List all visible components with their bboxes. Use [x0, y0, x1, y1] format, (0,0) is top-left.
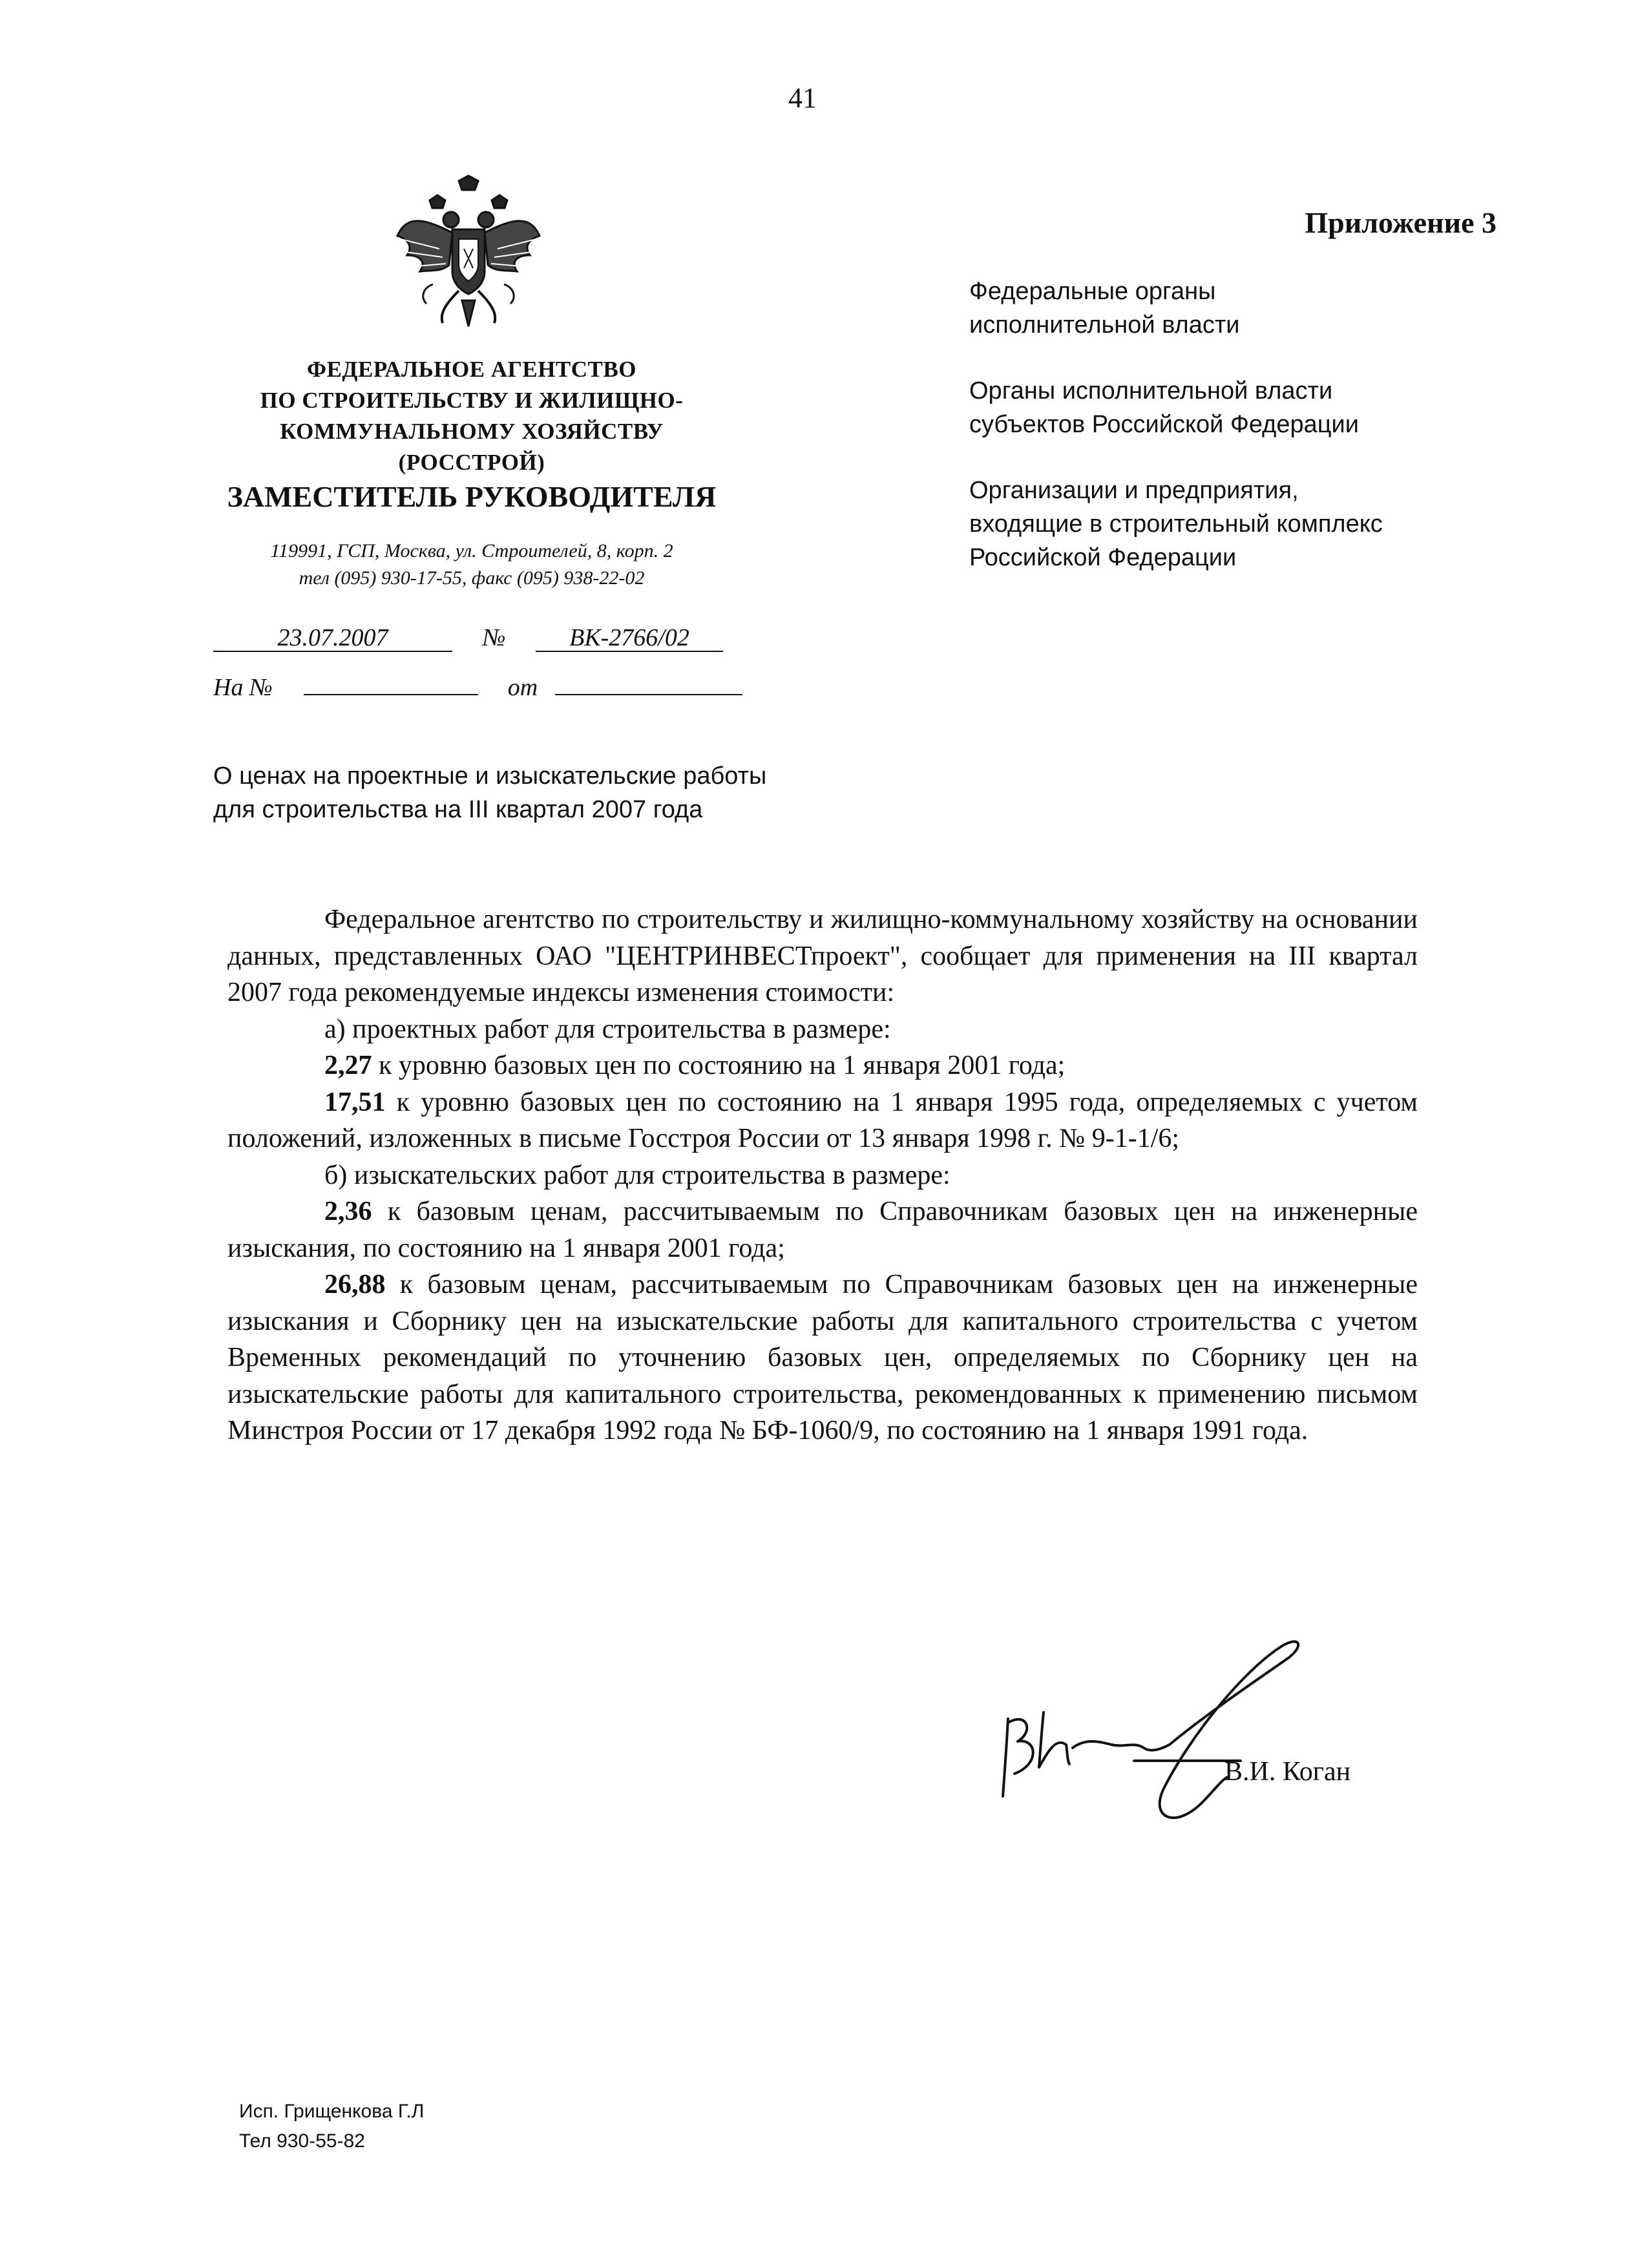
section-a-header: а) проектных работ для строительства в размере:: [324, 1014, 891, 1044]
registration-number: ВК-2766/02: [536, 624, 723, 652]
agency-short-name: (РОССТРОЙ): [398, 450, 545, 475]
handwritten-signature: [995, 1635, 1344, 1842]
item-b2-value: 26,88: [324, 1270, 386, 1299]
addressee-2: [969, 374, 1525, 441]
agency-name-line3: КОММУНАЛЬНОМУ ХОЗЯЙСТВУ: [280, 419, 664, 444]
reply-to-label: На №: [213, 674, 273, 701]
item-b2: [227, 1266, 1418, 1449]
addressee-2-text: Органы исполнительной власти субъектов Российской Федерации: [969, 377, 1359, 438]
position-title: ЗАМЕСТИТЕЛЬ РУКОВОДИТЕЛЯ: [227, 480, 717, 513]
item-a2-text: к уровню базовых цен по состоянию на 1 января 1995 года, определяемых с учетом положений, изложенных в письме Госстроя России от 13 января 1998 г. № 9-1-1/6;: [227, 1087, 1418, 1153]
registration-date: 23.07.2007: [213, 624, 452, 652]
subject-block: [213, 759, 766, 826]
address-line1: 119991, ГСП, Москва, ул. Строителей, 8, корп. 2: [270, 540, 673, 562]
letter-body: [227, 901, 1418, 1449]
item-a1-value: 2,27: [324, 1051, 372, 1080]
item-a1: [227, 1047, 1418, 1084]
from-label: от: [507, 674, 538, 701]
reply-to-number-blank: [304, 667, 478, 695]
item-a2-value: 17,51: [324, 1087, 386, 1117]
item-b1-value: 2,36: [324, 1197, 372, 1226]
addressee-1: [969, 275, 1525, 342]
addressee-1-text: Федеральные органы исполнительной власти: [969, 278, 1240, 339]
section-b-header: б) изыскательских работ для строительства в размере:: [324, 1160, 951, 1190]
item-b1: [227, 1193, 1418, 1266]
addressee-3: [969, 474, 1525, 574]
executor-block: [239, 2097, 424, 2156]
item-a2: [227, 1084, 1418, 1157]
reply-row: [213, 667, 742, 702]
agency-header: [194, 354, 750, 478]
appendix-label: Приложение 3: [1305, 206, 1497, 239]
item-a1-text: к уровню базовых цен по состоянию на 1 января 2001 года;: [372, 1051, 1066, 1080]
coat-of-arms-emblem: [394, 174, 543, 330]
page-number: 41: [788, 82, 817, 114]
address-line2: тел (095) 930-17-55, факс (095) 938-22-02: [299, 567, 645, 589]
executor-name: Исп. Грищенкова Г.Л: [239, 2101, 425, 2122]
intro-paragraph: Федеральное агентство по строительству и жилищно-коммунальному хозяйству на основании данных, представленных ОАО "ЦЕНТРИНВЕСТпроект", сообщает для применения на III квартал 2007 года рекомендуемые индексы изменения стоимости:: [227, 905, 1418, 1007]
addressee-3-text: Организации и предприятия, входящие в строительный комплекс Российской Федерации: [969, 477, 1383, 571]
addressee-block: [969, 275, 1525, 607]
item-b1-text: к базовым ценам, рассчитываемым по Справочникам базовых цен на инженерные изыскания, по состоянию на 1 января 2001 года;: [227, 1197, 1418, 1263]
agency-name-line2: ПО СТРОИТЕЛЬСТВУ И ЖИЛИЩНО-: [260, 388, 684, 413]
subject-line2: для строительства на III квартал 2007 года: [213, 796, 703, 823]
from-date-blank: [555, 667, 742, 695]
item-b2-text: к базовым ценам, рассчитываемым по Справочникам базовых цен на инженерные изыскания и Сборнику цен на изыскательские работы для капитального строительства с учетом Временных рекомендаций по уточнению базовых цен, определяемых по Сборнику цен на изыскательские работы для капитального строительства, рекомендованных к применению письмом Минстроя России от 17 декабря 1992 года № БФ-1060/9, по состоянию на 1 января 1991 года.: [227, 1270, 1418, 1445]
agency-name-line1: ФЕДЕРАЛЬНОЕ АГЕНТСТВО: [307, 357, 636, 382]
number-sign: №: [482, 624, 506, 651]
signatory-name: В.И. Коган: [1224, 1757, 1351, 1787]
registration-row: [213, 624, 723, 652]
agency-address: [194, 538, 750, 592]
executor-phone: Тел 930-55-82: [239, 2130, 365, 2152]
subject-line1: О ценах на проектные и изыскательские работы: [213, 762, 767, 790]
